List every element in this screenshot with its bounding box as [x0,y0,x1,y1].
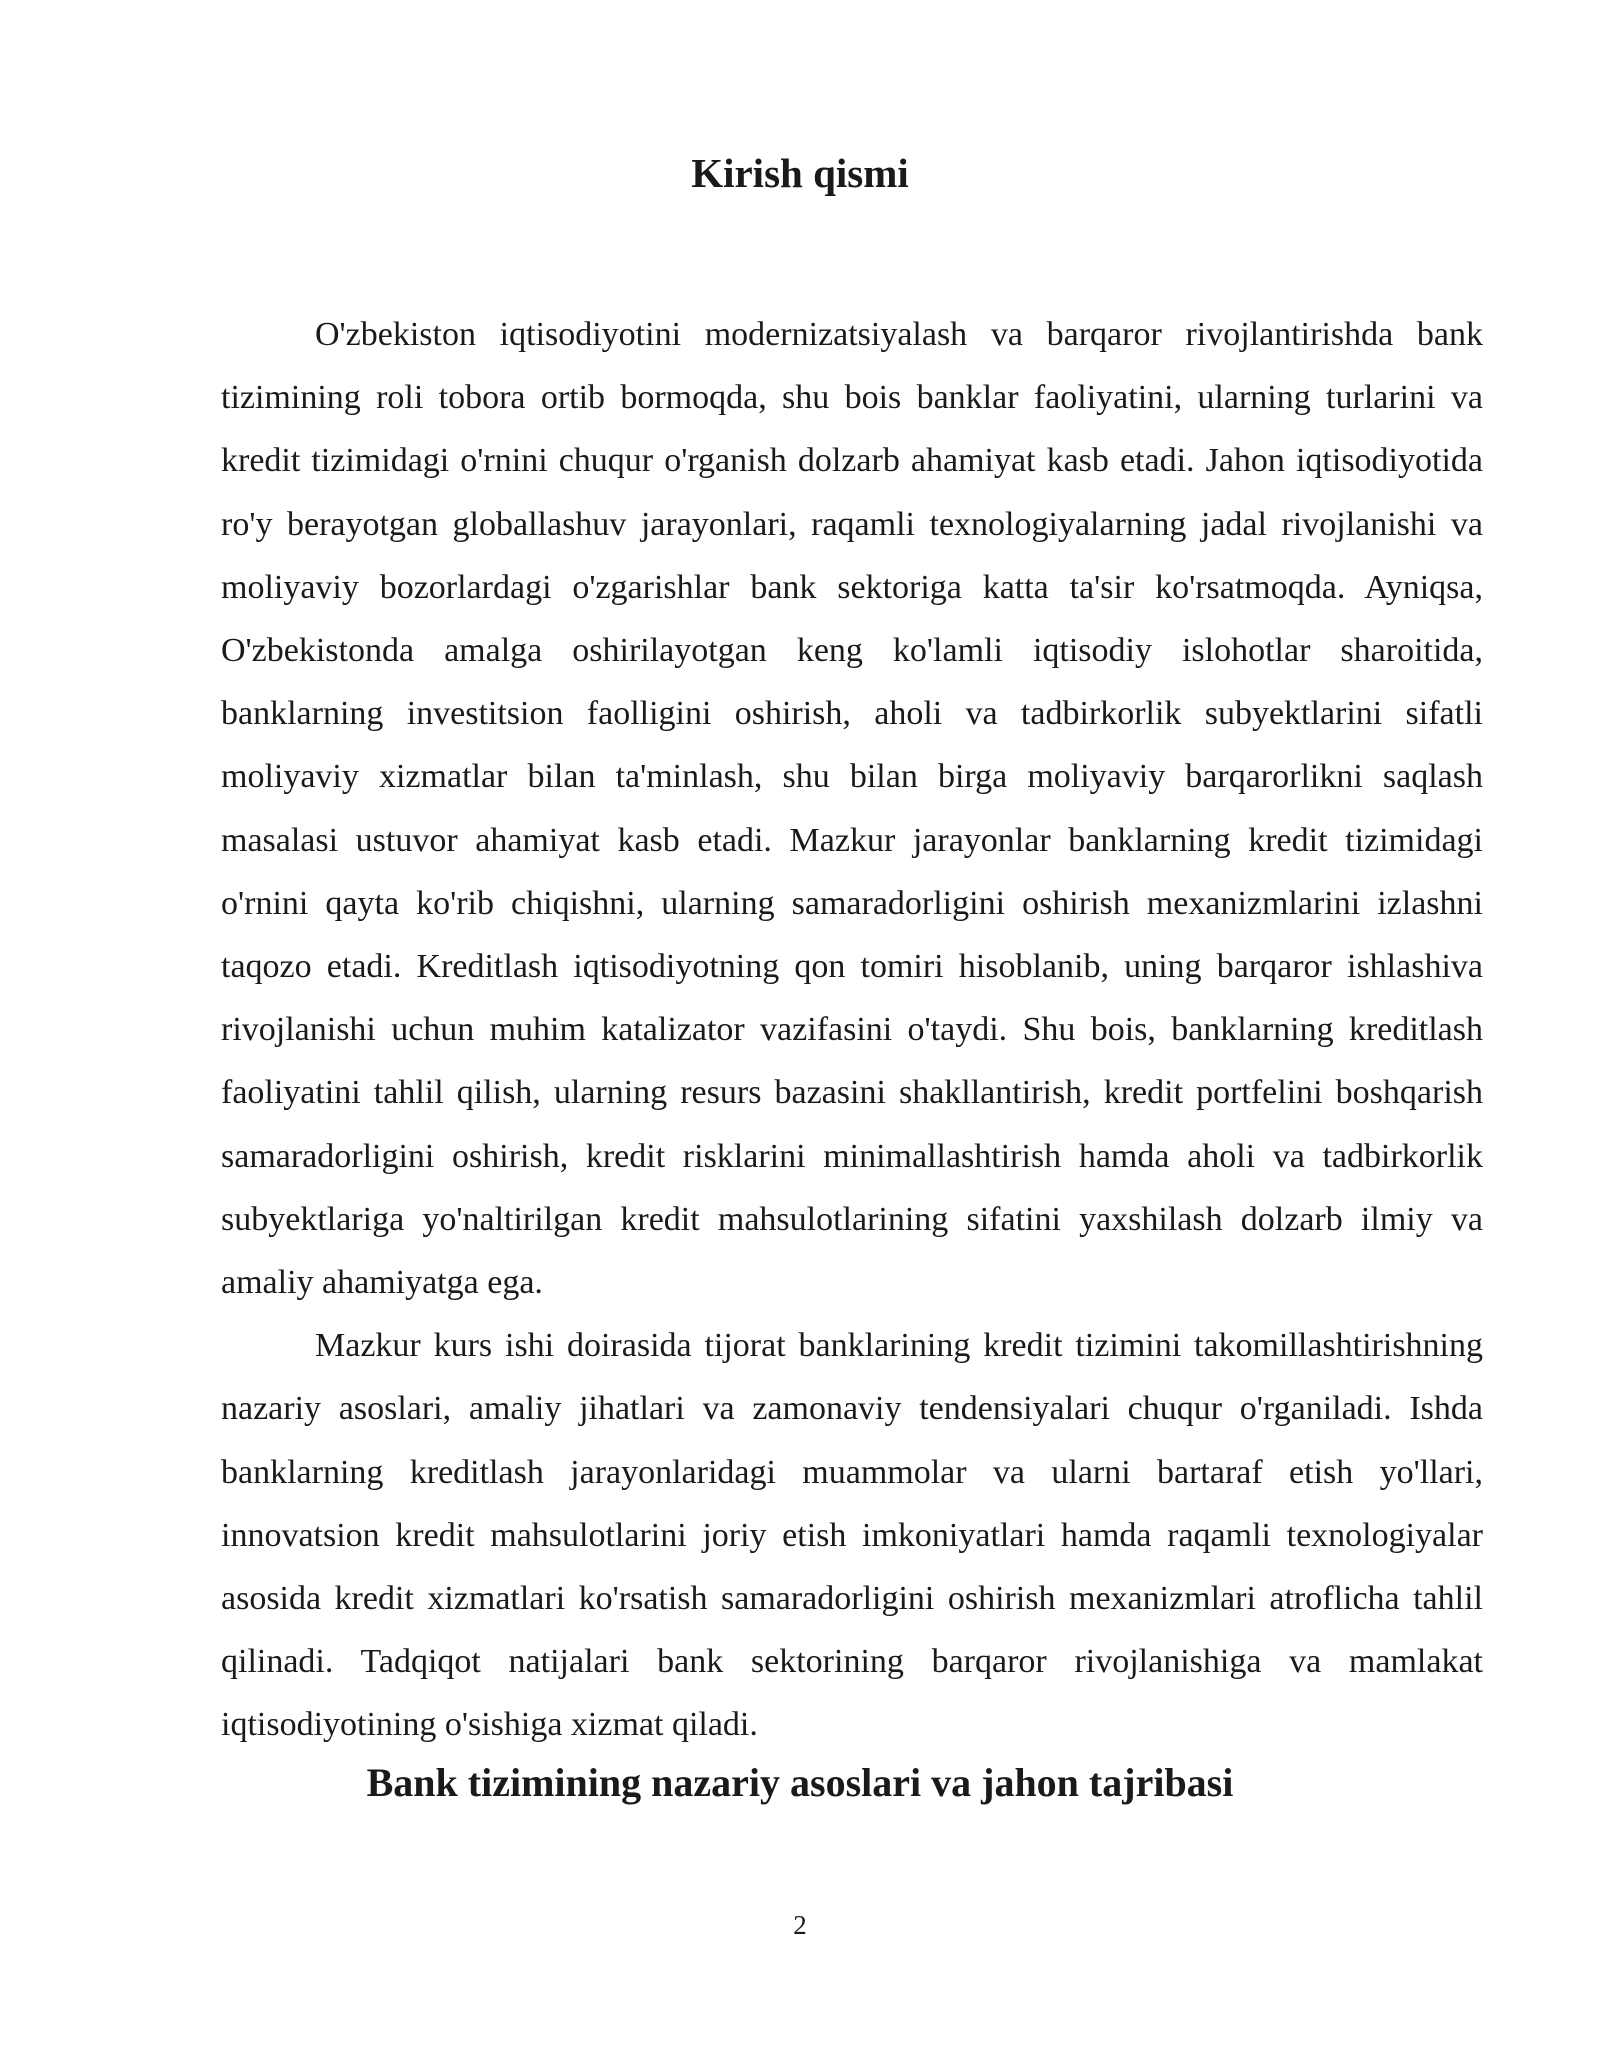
page-number: 2 [793,1910,807,1940]
section-heading: Bank tizimining nazariy asoslari va jahon tajribasi [366,1760,1234,1805]
body-text [221,303,1483,1757]
paragraph-2: Mazkur kurs ishi doirasida tijorat banklarining kredit tizimini takomillashtirishning nazariy asoslari, amaliy jihatlari va zamonaviy tendensiyalari chuqur o'rganiladi. Ishda banklarning kreditlash jarayonlaridagi muammolar va ularni bartaraf etish yo'llari, innovatsion kredit mahsulotlarini joriy etish imkoniyatlari hamda raqamli texnologiyalar asosida kredit xizmatlari ko'rsatish samaradorligini oshirish mexanizmlari atroflicha tahlil qilinadi. Tadqiqot natijalari bank sektorining barqaror rivojlanishiga va mamlakat iqtisodiyotining o'sishiga xizmat qiladi. [221,1327,1483,1744]
paragraph-1: O'zbekiston iqtisodiyotini modernizatsiyalash va barqaror rivojlantirishda bank tizimining roli tobora ortib bormoqda, shu bois banklar faoliyatini, ularning turlarini va kredit tizimidagi o'rnini chuqur o'rganish dolzarb ahamiyat kasb etadi. Jahon iqtisodiyotida ro'y berayotgan globallashuv jarayonlari, raqamli texnologiyalarning jadal rivojlanishi va moliyaviy bozorlardagi o'zgarishlar bank sektoriga katta ta'sir ko'rsatmoqda. Ayniqsa, O'zbekistonda amalga oshirilayotgan keng ko'lamli iqtisodiy islohotlar sharoitida, banklarning investitsion faolligini oshirish, aholi va tadbirkorlik subyektlarini sifatli moliyaviy xizmatlar bilan ta'minlash, shu bilan birga moliyaviy barqarorlikni saqlash masalasi ustuvor ahamiyat kasb etadi. Mazkur jarayonlar banklarning kredit tizimidagi o'rnini qayta ko'rib chiqishni, ularning samaradorligini oshirish mexanizmlarini izlashni taqozo etadi. Kreditlash iqtisodiyotning qon tomiri hisoblanib, uning barqaror ishlashiva rivojlanishi uchun muhim katalizator vazifasini o'taydi. Shu bois, banklarning kreditlash faoliyatini tahlil qilish, ularning resurs bazasini shakllantirish, kredit portfelini boshqarish samaradorligini oshirish, kredit risklarini minimallashtirish hamda aholi va tadbirkorlik subyektlariga yo'naltirilgan kredit mahsulotlarining sifatini yaxshilash dolzarb ilmiy va amaliy ahamiyatga ega. [221,316,1483,1302]
page-title: Kirish qismi [691,150,909,196]
